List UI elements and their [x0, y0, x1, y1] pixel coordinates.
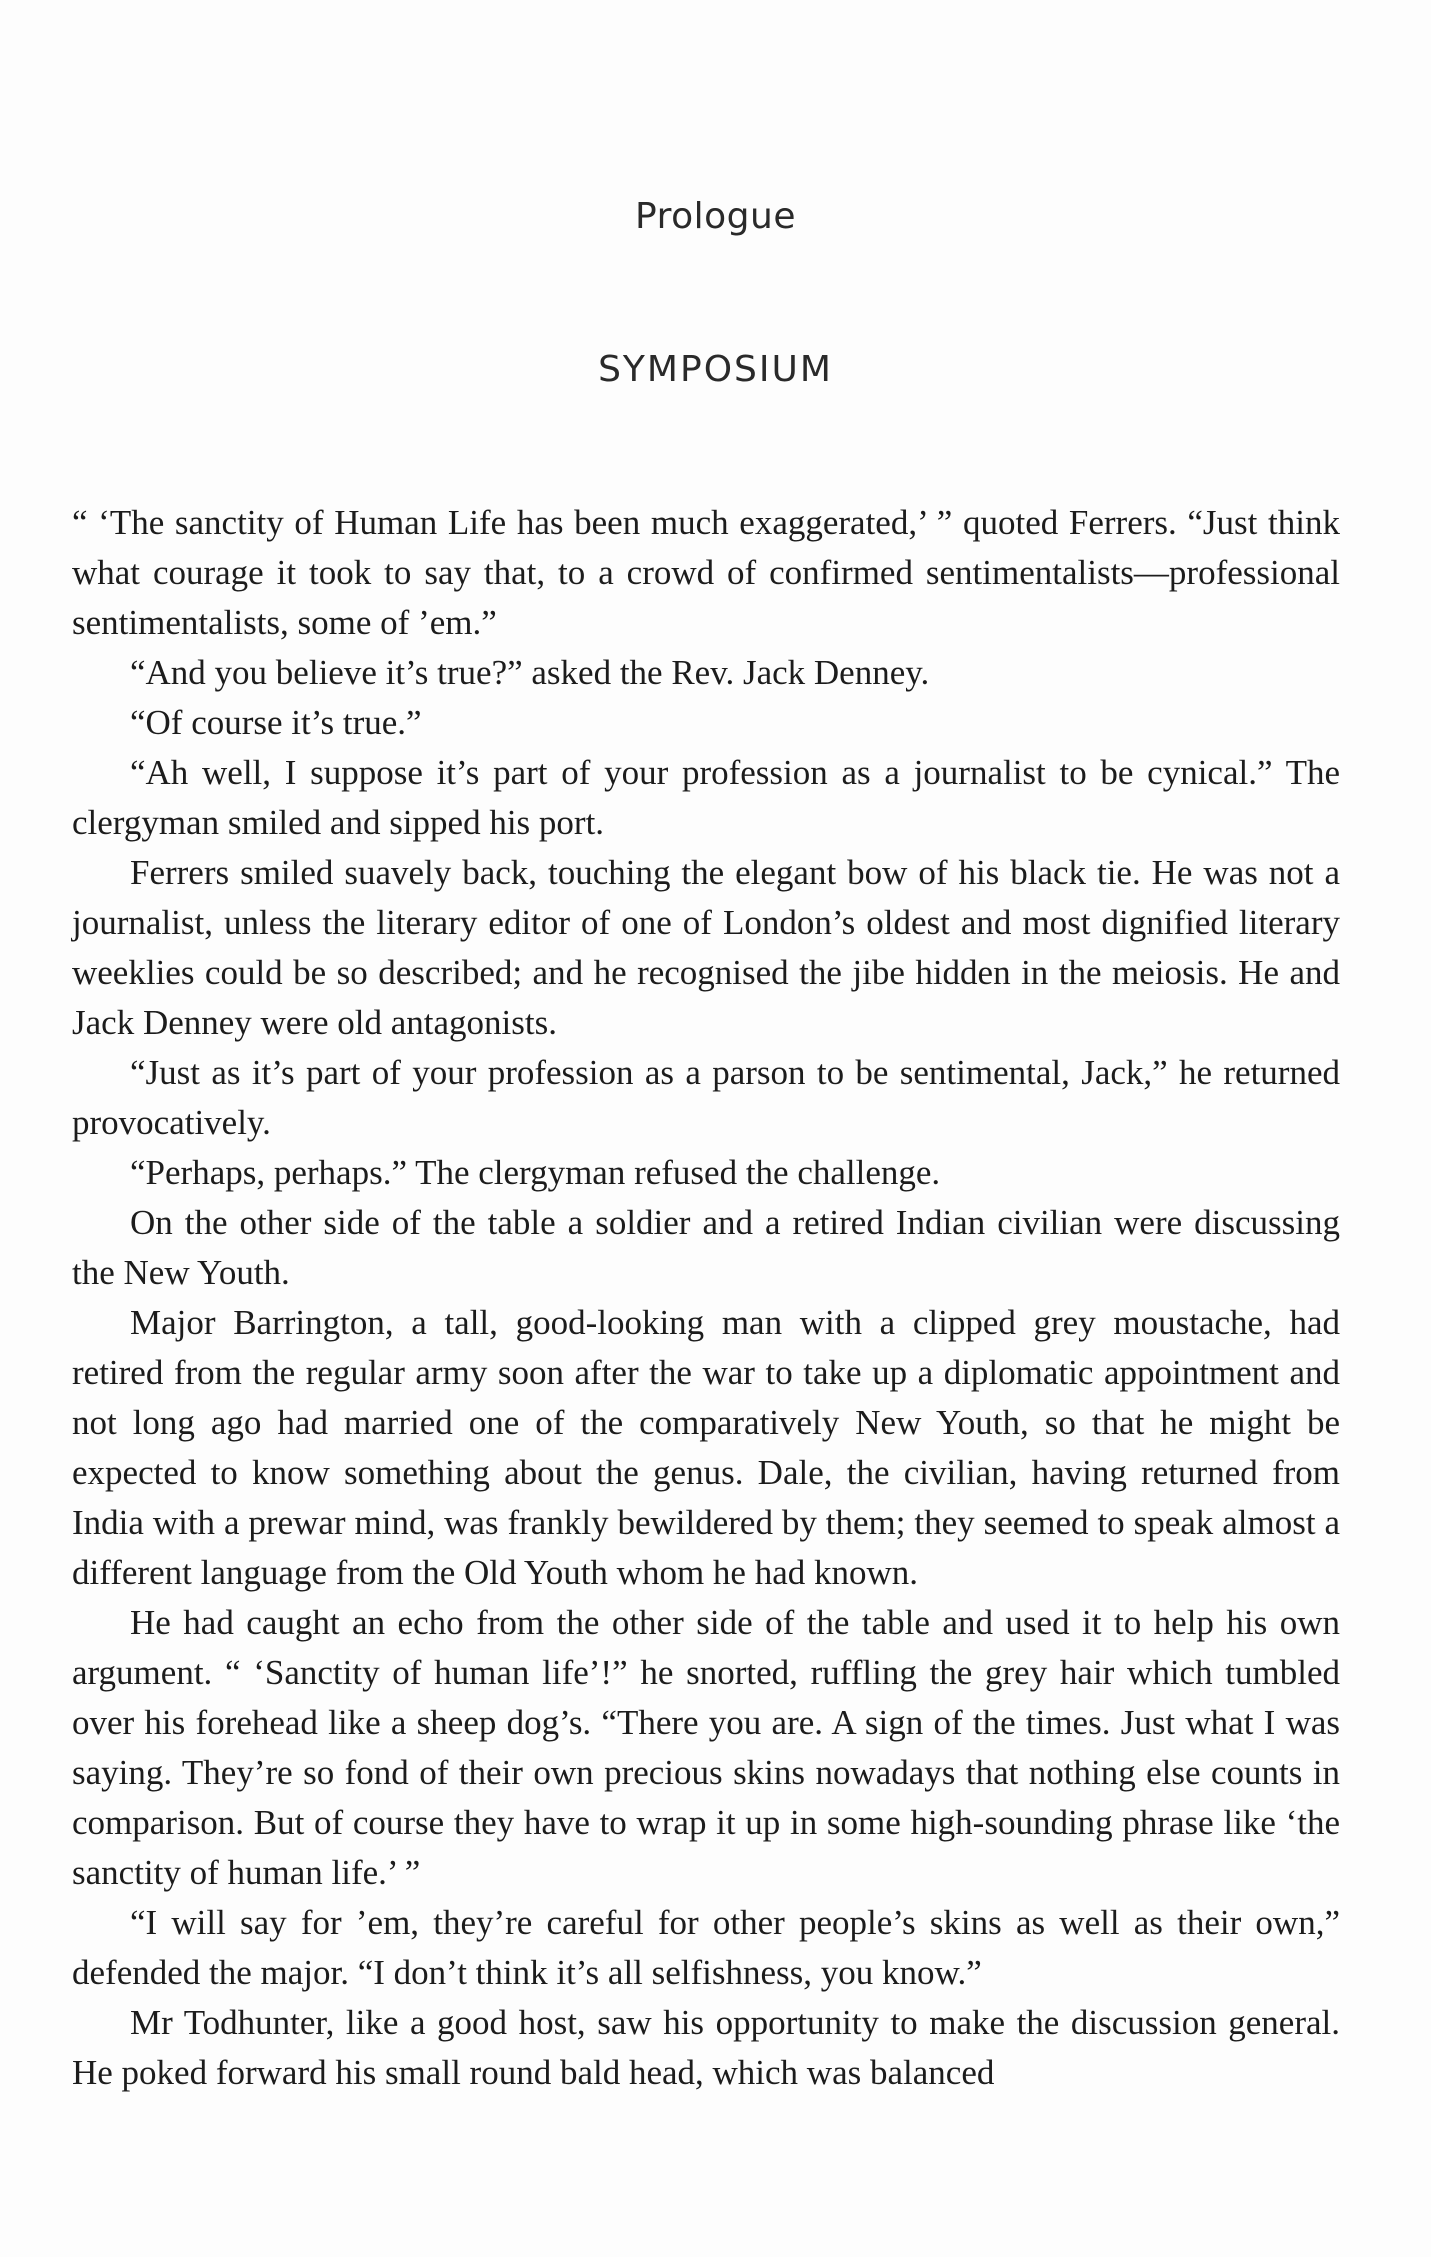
- paragraph: He had caught an echo from the other side of the table and used it to help his own argument. “ ‘Sanctity of human life’!” he snorted, ruffling the grey hair which tumbled over his forehead like a sheep dog’s. “There you are. A sign of the times. Just what I was saying. They’re so fond of their own precious skins nowadays that nothing else counts in comparison. But of course they have to wrap it up in some high-sounding phrase like ‘the sanctity of human life.’ ”: [72, 1603, 1340, 1892]
- paragraph: “Perhaps, perhaps.” The clergyman refused the challenge.: [130, 1153, 941, 1192]
- section-heading: Prologue: [635, 196, 796, 237]
- paragraph: Major Barrington, a tall, good-looking man with a clipped grey moustache, had retired from the regular army soon after the war to take up a diplomatic appointment and not long ago had married one of the comparatively New Youth, so that he might be expected to know something about the genus. Dale, the civilian, having returned from India with a prewar mind, was frankly bewildered by them; they seemed to speak almost a different language from the Old Youth whom he had known.: [72, 1303, 1340, 1592]
- chapter-title: SYMPOSIUM: [598, 349, 833, 390]
- paragraph: “ ‘The sanctity of Human Life has been much exaggerated,’ ” quoted Ferrers. “Just think what courage it took to say that, to a crowd of confirmed sentimentalists—professional sentimentalists, some of ’em.”: [72, 503, 1340, 642]
- paragraph: “Ah well, I suppose it’s part of your profession as a journalist to be cynical.” The clergyman smiled and sipped his port.: [72, 753, 1340, 842]
- paragraph: “Of course it’s true.”: [130, 703, 422, 742]
- paragraph: Ferrers smiled suavely back, touching the elegant bow of his black tie. He was not a journalist, unless the literary editor of one of London’s oldest and most dignified literary weeklies could be so described; and he recognised the jibe hidden in the meiosis. He and Jack Denney were old antagonists.: [72, 853, 1340, 1042]
- paragraph: On the other side of the table a soldier and a retired Indian civilian were discussing the New Youth.: [72, 1203, 1340, 1292]
- paragraph: “Just as it’s part of your profession as a parson to be sentimental, Jack,” he returned provocatively.: [72, 1053, 1340, 1142]
- paragraph: Mr Todhunter, like a good host, saw his opportunity to make the discussion general. He poked forward his small round bald head, which was balanced: [72, 2003, 1340, 2092]
- body-text: [72, 498, 1340, 2098]
- paragraph: “I will say for ’em, they’re careful for other people’s skins as well as their own,” defended the major. “I don’t think it’s all selfishness, you know.”: [72, 1903, 1340, 1992]
- paragraph: “And you believe it’s true?” asked the Rev. Jack Denney.: [130, 653, 930, 692]
